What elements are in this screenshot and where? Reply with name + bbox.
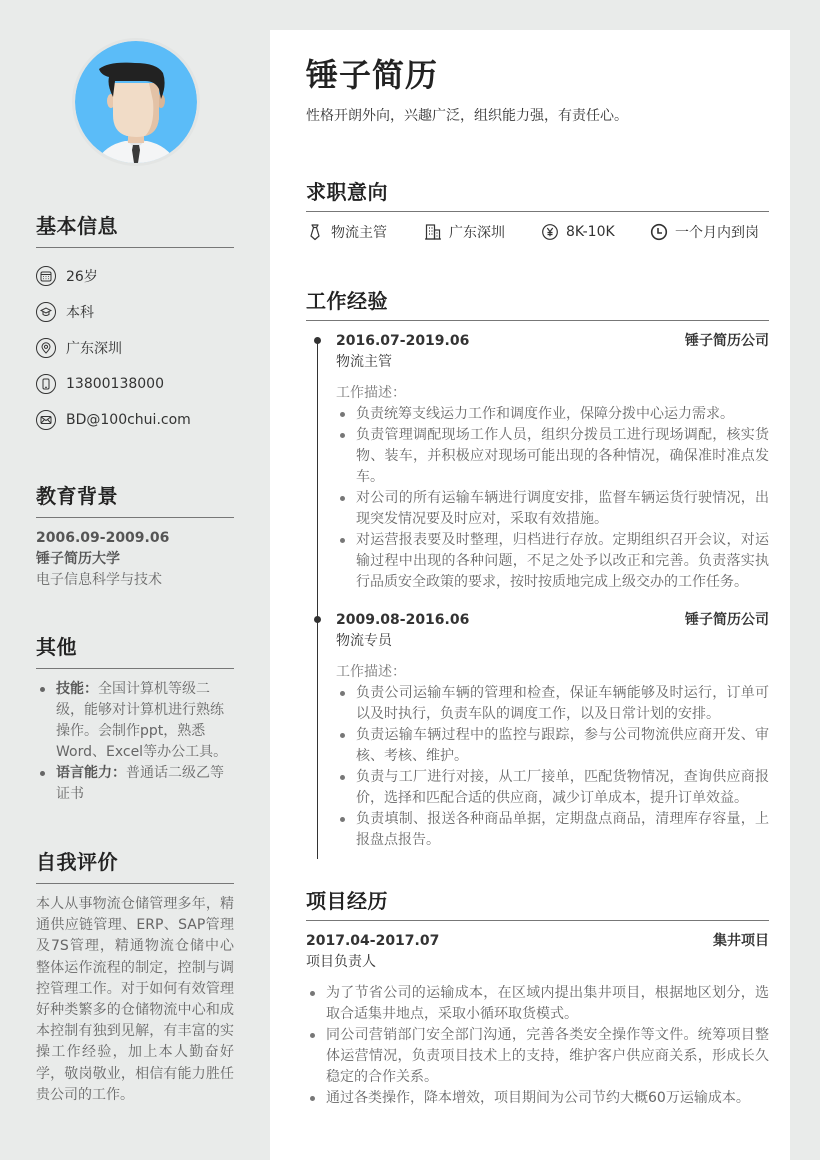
tagline: 性格开朗外向，兴趣广泛，组织能力强，有责任心。 bbox=[306, 108, 628, 124]
other-item-text: 全国计算机等级二级，能够对计算机进行熟练操作。会制作ppt，熟悉Word、Excel等办公工具。 bbox=[56, 681, 228, 760]
info-value: 13800138000 bbox=[66, 376, 164, 392]
job-entry bbox=[306, 331, 769, 593]
project-bullet: 为了节省公司的运输成本，在区域内提出集井项目，根据地区划分，选取合适集井地点，采取小循环取货模式。 bbox=[306, 983, 769, 1025]
job-entry bbox=[306, 610, 769, 851]
section-title: 工作经验 bbox=[306, 285, 769, 321]
phone-icon bbox=[36, 374, 56, 394]
info-value: 26岁 bbox=[66, 269, 98, 285]
info-phone bbox=[36, 366, 234, 402]
other-item-label: 技能： bbox=[56, 681, 98, 697]
other-item-language bbox=[36, 763, 234, 805]
intent-position bbox=[306, 222, 424, 242]
job-date: 2009.08-2016.06 bbox=[336, 612, 470, 628]
avatar-illustration-icon bbox=[75, 41, 197, 163]
job-bullet: 负责与工厂进行对接，从工厂接单，匹配货物情况，查询供应商报价，选择和匹配合适的供应商，减少订单成本，提升订单效益。 bbox=[336, 767, 769, 809]
other-item-text: 普通话二级乙等证书 bbox=[56, 765, 224, 802]
avatar bbox=[72, 38, 200, 166]
info-degree bbox=[36, 294, 234, 330]
job-header bbox=[336, 331, 769, 352]
work-experience-section bbox=[306, 285, 769, 851]
section-title: 自我评价 bbox=[36, 846, 234, 884]
location-pin-icon bbox=[36, 338, 56, 358]
job-company: 锤子简历公司 bbox=[685, 333, 769, 349]
education-school: 锤子简历大学 bbox=[36, 551, 120, 567]
intent-city bbox=[424, 222, 541, 242]
intent-row bbox=[306, 219, 769, 245]
other-item-skills bbox=[36, 679, 234, 763]
job-intent-section bbox=[306, 176, 769, 245]
project-bullets bbox=[306, 983, 769, 1109]
timeline-dot bbox=[314, 616, 321, 623]
graduation-cap-icon bbox=[36, 302, 56, 322]
project-bullet: 通过各类操作，降本增效，项目期间为公司节约大概60万运输成本。 bbox=[306, 1088, 769, 1109]
job-bullet: 负责填制、报送各种商品单据，定期盘点商品，清理库存容量，上报盘点报告。 bbox=[336, 809, 769, 851]
section-title: 求职意向 bbox=[306, 176, 769, 212]
project-section bbox=[306, 885, 769, 1109]
job-bullet: 对公司的所有运输车辆进行调度安排，监督车辆运货行驶情况，出现突发情况要及时应对，采取有效措施。 bbox=[336, 488, 769, 530]
intent-value: 广东深圳 bbox=[449, 225, 505, 241]
intent-availability bbox=[650, 222, 759, 242]
info-value: BD@100chui.com bbox=[66, 412, 191, 428]
other-item-label: 语言能力： bbox=[56, 765, 126, 781]
clock-icon bbox=[650, 223, 668, 241]
tie-icon bbox=[306, 223, 324, 241]
timeline-dot bbox=[314, 337, 321, 344]
section-title: 基本信息 bbox=[36, 210, 234, 248]
project-date: 2017.04-2017.07 bbox=[306, 933, 440, 949]
section-title: 其他 bbox=[36, 631, 234, 669]
info-location bbox=[36, 330, 234, 366]
job-bullets bbox=[336, 404, 769, 593]
education-section bbox=[36, 480, 234, 591]
other-list bbox=[36, 679, 234, 805]
info-value: 本科 bbox=[66, 305, 94, 321]
job-bullet: 负责公司运输车辆的管理和检查，保证车辆能够及时运行，订单可以及时执行，负责车队的调度工作，以及日常计划的安排。 bbox=[336, 683, 769, 725]
building-icon bbox=[424, 223, 442, 241]
job-bullet: 负责管理调配现场工作人员，组织分拨员工进行现场调配，核实货物、装车，并积极应对现场可能出现的各种情况，确保准时准点发车。 bbox=[336, 425, 769, 488]
intent-salary bbox=[541, 223, 650, 241]
education-date: 2006.09-2009.06 bbox=[36, 530, 170, 546]
job-description-label: 工作描述： bbox=[336, 664, 406, 680]
other-section bbox=[36, 631, 234, 805]
self-evaluation-text: 本人从事物流仓储管理多年，精通供应链管理、ERP、SAP管理及7S管理，精通物流仓储中心整体运作流程的制定，控制与调控管理工作。对于如何有效管理好种类繁多的仓储物流中心和成本控制有独到见解，有丰富的实操工作经验，加上本人勤奋好学，敬岗敬业，相信有能力胜任贵公司的工作。 bbox=[36, 896, 234, 1103]
timeline bbox=[306, 331, 769, 851]
job-company: 锤子简历公司 bbox=[685, 612, 769, 628]
project-name: 集井项目 bbox=[713, 933, 769, 949]
project-role: 项目负责人 bbox=[306, 954, 376, 970]
education-major: 电子信息科学与技术 bbox=[36, 572, 162, 588]
basic-info-list bbox=[36, 258, 234, 438]
job-role: 物流专员 bbox=[336, 633, 392, 649]
info-age bbox=[36, 258, 234, 294]
job-role: 物流主管 bbox=[336, 354, 392, 370]
job-bullet: 负责统筹支线运力工作和调度作业，保障分拨中心运力需求。 bbox=[336, 404, 769, 425]
job-bullet: 负责运输车辆过程中的监控与跟踪，参与公司物流供应商开发、审核、考核、维护。 bbox=[336, 725, 769, 767]
main-card bbox=[270, 30, 790, 1160]
job-date: 2016.07-2019.06 bbox=[336, 333, 470, 349]
job-bullets bbox=[336, 683, 769, 851]
job-header bbox=[336, 610, 769, 631]
job-bullet: 对运营报表要及时整理，归档进行存放。定期组织召开会议，对运输过程中出现的各种问题，不足之处予以改正和完善。负责落实执行品质安全政策的要求，按时按质地完成上级交办的工作任务。 bbox=[336, 530, 769, 593]
intent-value: 物流主管 bbox=[331, 225, 387, 241]
section-title: 教育背景 bbox=[36, 480, 234, 518]
info-value: 广东深圳 bbox=[66, 341, 122, 357]
job-description-label: 工作描述： bbox=[336, 385, 406, 401]
intent-value: 一个月内到岗 bbox=[675, 225, 759, 241]
self-evaluation-section bbox=[36, 846, 234, 1106]
section-title: 项目经历 bbox=[306, 885, 769, 921]
resume-name: 锤子简历 bbox=[306, 56, 439, 94]
intent-value: 8K-10K bbox=[566, 224, 615, 240]
info-email bbox=[36, 402, 234, 438]
yen-icon bbox=[541, 223, 559, 241]
project-bullet: 同公司营销部门安全部门沟通，完善各类安全操作等文件。统筹项目整体运营情况，负责项目技术上的支持，维护客户供应商关系，形成长久稳定的合作关系。 bbox=[306, 1025, 769, 1088]
project-header bbox=[306, 931, 769, 952]
mail-icon bbox=[36, 410, 56, 430]
sidebar bbox=[0, 0, 270, 1160]
basic-info-section bbox=[36, 210, 234, 438]
calendar-icon bbox=[36, 266, 56, 286]
